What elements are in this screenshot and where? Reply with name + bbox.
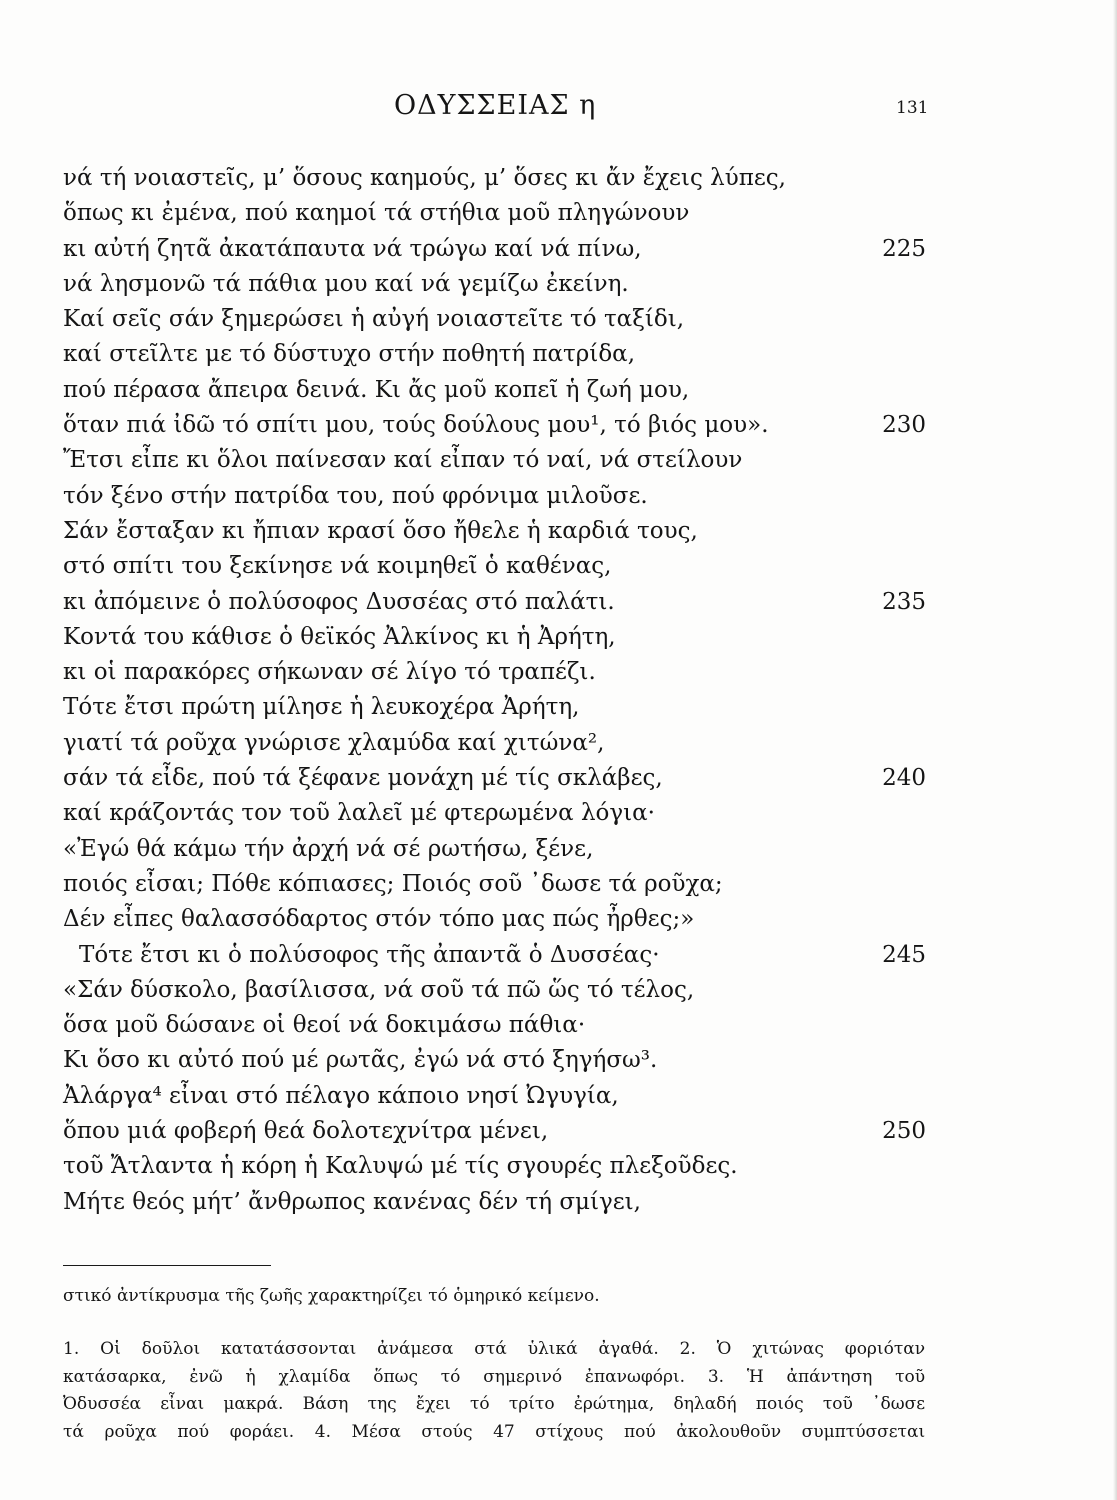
footnote-word: ποιός: [755, 1394, 804, 1414]
verse-block: [63, 161, 933, 1220]
footnote-word: ἐρώτημα,: [573, 1394, 655, 1414]
footnote-word: μακρά.: [223, 1394, 284, 1414]
footnote-word: πού: [177, 1421, 210, 1442]
footnote-word: Βάση: [302, 1394, 349, 1414]
verse-line: [63, 1008, 933, 1043]
verse-text: κι οἱ παρακόρες σήκωναν σέ λίγο τό τραπέζι.: [63, 659, 596, 686]
verse-text: ὅταν πιά ἰδῶ τό σπίτι μου, τούς δούλους μου¹, τό βιός μου».: [63, 412, 769, 439]
footnote-word: χιτώνας: [752, 1339, 824, 1359]
footnote-word: στίχους: [535, 1421, 604, 1442]
footnote-word: δηλαδή: [673, 1394, 737, 1414]
verse-line: [63, 1079, 933, 1114]
verse-text: Τότε ἔτσι πρώτη μίλησε ἡ λευκοχέρα Ἀρήτη,: [63, 694, 580, 721]
footnote-word: ἐνῶ: [189, 1366, 223, 1387]
verse-line: [63, 196, 933, 231]
verse-text: τόν ξένο στήν πατρίδα του, πού φρόνιμα μιλοῦσε.: [63, 482, 648, 509]
footnote-word: ροῦχα: [104, 1421, 157, 1442]
footnote-word: τοῦ: [822, 1394, 853, 1414]
footnote-word: Ἡ: [746, 1366, 764, 1387]
footnote-word: πού: [623, 1421, 656, 1442]
verse-text: Κι ὅσο κι αὐτό πού μέ ρωτᾶς, ἐγώ νά στό ξηγήσω³.: [63, 1047, 658, 1074]
verse-text: ποιός εἶσαι; Πόθε κόπιασες; Ποιός σοῦ ᾿δωσε τά ροῦχα;: [63, 870, 723, 897]
verse-text: «Σάν δύσκολο, βασίλισσα, νά σοῦ τά πῶ ὥς τό τέλος,: [63, 976, 695, 1003]
footnote-word: εἶναι: [160, 1394, 205, 1414]
footnote-word: ἀνάμεσα: [377, 1339, 454, 1359]
line-number: 235: [882, 588, 926, 615]
footnote-word: φοράει.: [229, 1421, 295, 1442]
footnote-word: στά: [474, 1339, 507, 1359]
verse-text: ὅσα μοῦ δώσανε οἱ θεοί νά δοκιμάσω πάθια·: [63, 1012, 586, 1039]
verse-line: [63, 232, 933, 267]
footnote-line: [63, 1419, 925, 1447]
verse-line: [63, 938, 933, 973]
verse-line: [63, 549, 933, 584]
verse-line: [63, 408, 933, 443]
line-number: 225: [882, 235, 926, 262]
verse-text: τοῦ Ἄτλαντα ἡ κόρη ἡ Καλυψώ μέ τίς σγουρές πλεξοῦδες.: [63, 1153, 738, 1180]
page-number: 131: [896, 98, 929, 118]
verse-text: κι αὐτή ζητᾶ ἀκατάπαυτα νά τρώγω καί νά πίνω,: [63, 235, 642, 262]
footnote-word: ἐπανωφόρι.: [584, 1366, 686, 1387]
footnote-line: [63, 1336, 925, 1364]
verse-text: Τότε ἔτσι κι ὁ πολύσοφος τῆς ἀπαντᾶ ὁ Δυσσέας·: [79, 941, 660, 968]
verse-text: Μήτε θεός μήτ’ ἄνθρωπος κανένας δέν τή σμίγει,: [63, 1188, 641, 1215]
footnote-word: ἔχει: [415, 1394, 451, 1414]
verse-line: [63, 1149, 933, 1184]
verse-text: Κοντά του κάθισε ὁ θεϊκός Ἀλκίνος κι ἡ Ἀρήτη,: [63, 623, 616, 650]
verse-line: [63, 867, 933, 902]
verse-line: [63, 479, 933, 514]
footnote-continued: στικό ἀντίκρυσμα τῆς ζωῆς χαρακτηρίζει τό ὁμηρικό κείμενο.: [63, 1286, 600, 1306]
verse-line: [63, 302, 933, 337]
footnote-word: 2.: [679, 1339, 696, 1359]
footnote-word: κατάσαρκα,: [63, 1366, 167, 1387]
verse-text: στό σπίτι του ξεκίνησε νά κοιμηθεῖ ὁ καθένας,: [63, 553, 612, 580]
verse-line: [63, 902, 933, 937]
verse-line: [63, 761, 933, 796]
footnote-word: δοῦλοι: [141, 1339, 201, 1359]
verse-text: Δέν εἶπες θαλασσόδαρτος στόν τόπο μας πώς ἦρθες;»: [63, 906, 695, 933]
verse-text: καί κράζοντάς τον τοῦ λαλεῖ μέ φτερωμένα λόγια·: [63, 800, 655, 827]
verse-line: [63, 690, 933, 725]
footnote-word: 1.: [63, 1339, 80, 1359]
verse-line: [63, 337, 933, 372]
footnote-word: ἀγαθά.: [598, 1339, 659, 1359]
line-number: 250: [882, 1118, 926, 1145]
verse-line: [63, 161, 933, 196]
page-edge-shadow: [1113, 0, 1117, 1500]
footnote-word: τά: [63, 1421, 84, 1442]
verse-text: νά τή νοιαστεῖς, μ’ ὅσους καημούς, μ’ ὅσες κι ἄν ἔχεις λύπες,: [63, 165, 786, 191]
footnote-word: Ὀδυσσέα: [63, 1394, 142, 1414]
footnote-word: τό: [470, 1394, 490, 1414]
footnote-word: ὑλικά: [527, 1339, 578, 1359]
footnote-word: τοῦ: [895, 1366, 926, 1387]
verse-line: [63, 443, 933, 478]
verse-text: ὅπως κι ἐμένα, πού καημοί τά στήθια μοῦ πληγώνουν: [63, 200, 690, 227]
verse-text: Καί σεῖς σάν ξημερώσει ἡ αὐγή νοιαστεῖτε τό ταξίδι,: [63, 306, 685, 333]
footnote-word: 47: [493, 1421, 515, 1442]
verse-text: «Ἐγώ θά κάμω τήν ἀρχή νά σέ ρωτήσω, ξένε,: [63, 835, 594, 862]
verse-line: [63, 726, 933, 761]
verse-line: [63, 585, 933, 620]
footnote-word: της: [367, 1394, 397, 1414]
footnote-word: Μέσα: [351, 1421, 401, 1442]
footnote-word: συμπτύσσεται: [801, 1421, 926, 1442]
footnote-word: ἀπάντηση: [786, 1366, 873, 1387]
footnote-line: [63, 1391, 925, 1419]
verse-line: [63, 514, 933, 549]
verse-text: ὅπου μιά φοβερή θεά δολοτεχνίτρα μένει,: [63, 1118, 549, 1145]
verse-line: [63, 1114, 933, 1149]
footnote-word: κατατάσσονται: [221, 1339, 357, 1359]
footnote-word: ἀκολουθοῦν: [676, 1421, 782, 1442]
verse-text: πού πέρασα ἄπειρα δεινά. Κι ἄς μοῦ κοπεῖ ἡ ζωή μου,: [63, 376, 690, 403]
verse-line: [63, 1185, 933, 1220]
footnote-line: [63, 1364, 925, 1392]
footnote-separator: [63, 1265, 271, 1266]
footnote-word: ᾿δωσε: [872, 1394, 926, 1414]
verse-line: [63, 796, 933, 831]
line-number: 240: [882, 765, 926, 792]
verse-text: γιατί τά ροῦχα γνώρισε χλαμύδα καί χιτώνα²,: [63, 729, 605, 756]
verse-text: νά λησμονῶ τά πάθια μου καί νά γεμίζω ἐκείνη.: [63, 270, 629, 297]
footnote-word: σημερινό: [483, 1366, 563, 1387]
verse-line: [63, 655, 933, 690]
verse-text: κι ἀπόμεινε ὁ πολύσοφος Δυσσέας στό παλάτι.: [63, 588, 615, 615]
line-number: 230: [882, 412, 926, 439]
footnote-word: τό: [440, 1366, 461, 1387]
verse-line: [63, 267, 933, 302]
footnote-word: Οἱ: [100, 1339, 121, 1359]
verse-line: [63, 373, 933, 408]
verse-text: καί στεῖλτε με τό δύστυχο στήν ποθητή πατρίδα,: [63, 341, 636, 368]
running-title: ΟΔΥΣΣΕΙΑΣ η: [394, 90, 597, 121]
footnote-word: στούς: [421, 1421, 473, 1442]
verse-line: [63, 832, 933, 867]
footnote-word: Ὁ: [716, 1339, 732, 1359]
footnote-word: χλαμίδα: [278, 1366, 351, 1387]
verse-line: [63, 973, 933, 1008]
footnote-word: φοριόταν: [844, 1339, 926, 1359]
verse-line: [63, 620, 933, 655]
footnote-word: ἡ: [245, 1366, 256, 1387]
footnote-word: τρίτο: [508, 1394, 555, 1414]
line-number: 245: [882, 941, 926, 968]
footnotes-block: [63, 1336, 925, 1446]
footnote-word: ὅπως: [373, 1366, 418, 1387]
verse-text: Σάν ἔσταξαν κι ἤπιαν κρασί ὅσο ἤθελε ἡ καρδιά τους,: [63, 517, 698, 544]
verse-line: [63, 1043, 933, 1078]
verse-text: σάν τά εἶδε, πού τά ξέφανε μονάχη μέ τίς σκλάβες,: [63, 765, 663, 792]
verse-text: Ἔτσι εἶπε κι ὅλοι παίνεσαν καί εἶπαν τό ναί, νά στείλουν: [63, 447, 743, 474]
verse-text: Ἀλάργα⁴ εἶναι στό πέλαγο κάποιο νησί Ὠγυγία,: [63, 1082, 619, 1109]
footnote-word: 4.: [314, 1421, 331, 1442]
footnote-word: 3.: [707, 1366, 725, 1387]
